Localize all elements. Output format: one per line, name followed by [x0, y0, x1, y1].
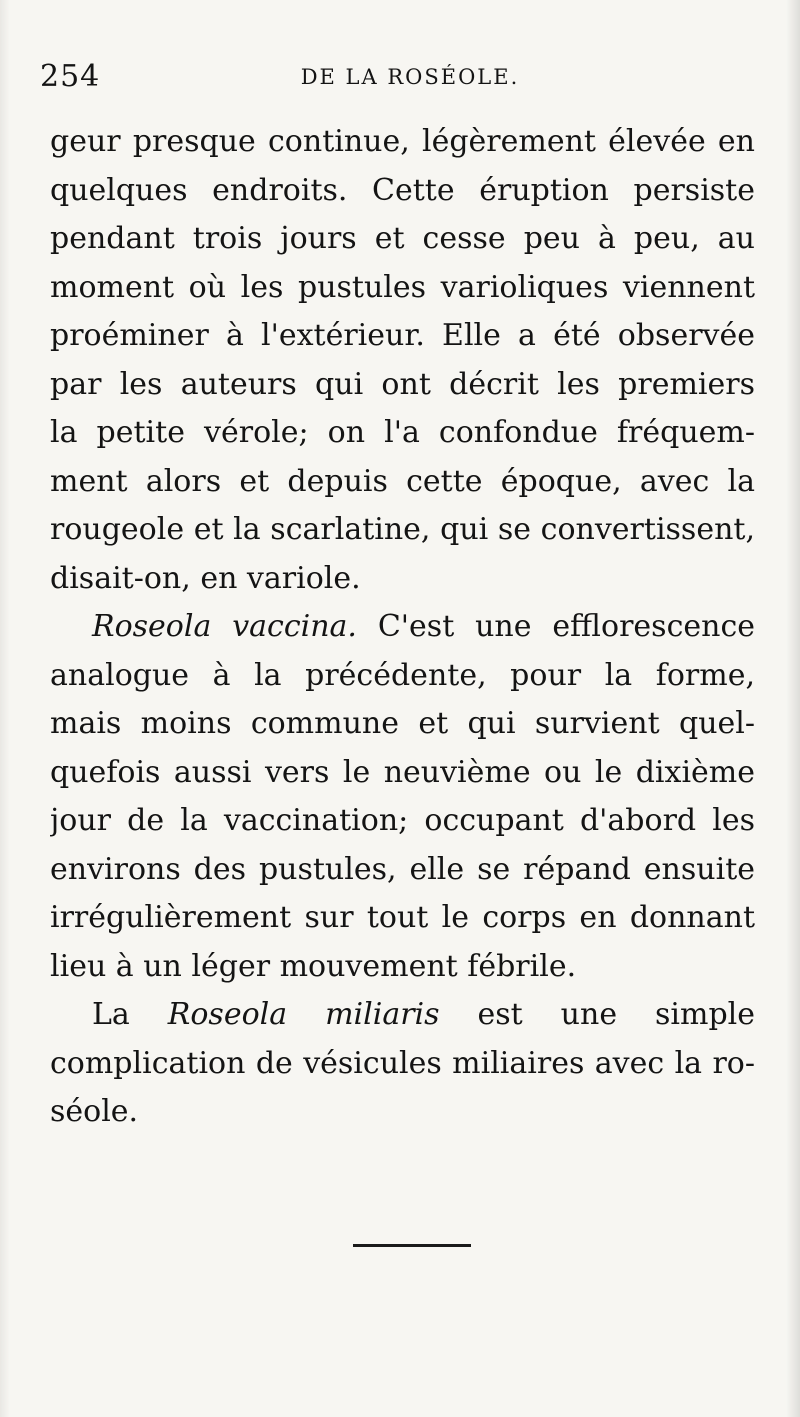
text-line: analogue à la précédente, pour la forme, [50, 657, 755, 693]
text-line: complication de vésicules miliaires avec la ro- [50, 1045, 755, 1081]
text-line: quefois aussi vers le neuvième ou le dixième [50, 754, 755, 790]
page-header [40, 52, 740, 102]
text-line: séole. [50, 1094, 139, 1129]
paragraph-lead-line [50, 991, 755, 1040]
text-line: pendant trois jours et cesse peu à peu, au [50, 221, 755, 256]
text-line: lieu à un léger mouvement fébrile. [50, 948, 577, 984]
running-title: DE LA ROSÉOLE. [300, 65, 520, 89]
text-line: quelques endroits. Cette éruption persiste [50, 172, 755, 208]
text-line: geur presque continue, légèrement élevée en [50, 124, 755, 159]
text-fragment: La [92, 997, 168, 1032]
text-line: par les auteurs qui ont décrit les premiers [50, 366, 755, 402]
text-fragment: C'est une efflorescence [356, 609, 755, 644]
text-line: rougeole et la scarlatine, qui se convertissent, [50, 512, 755, 547]
page-edge-shadow-left [0, 0, 10, 1417]
roseola-miliaris-term: Roseola miliaris [167, 997, 440, 1032]
text-line: jour de la vaccination; occupant d'abord les [50, 803, 755, 838]
text-line: la petite vérole; on l'a confondue fréquem- [50, 415, 755, 450]
section-divider-rule [353, 1244, 471, 1247]
text-line: irrégulièrement sur tout le corps en donnant [50, 900, 755, 935]
text-fragment: est une simple [439, 997, 755, 1032]
page-edge-shadow-right [786, 0, 800, 1417]
text-line: disait-on, en variole. [50, 560, 361, 596]
text-line: proéminer à l'extérieur. Elle a été observée [50, 318, 755, 353]
text-line: environs des pustules, elle se répand ensuite [50, 851, 755, 887]
text-line: moment où les pustules varioliques viennent [50, 269, 755, 305]
paragraph-lead-line [50, 603, 755, 652]
body-text [50, 118, 755, 1137]
text-line: mais moins commune et qui survient quel- [50, 706, 755, 741]
page-number: 254 [40, 59, 101, 94]
roseola-vaccina-heading: Roseola vaccina. [92, 609, 357, 644]
text-line: ment alors et depuis cette époque, avec la [50, 463, 755, 499]
